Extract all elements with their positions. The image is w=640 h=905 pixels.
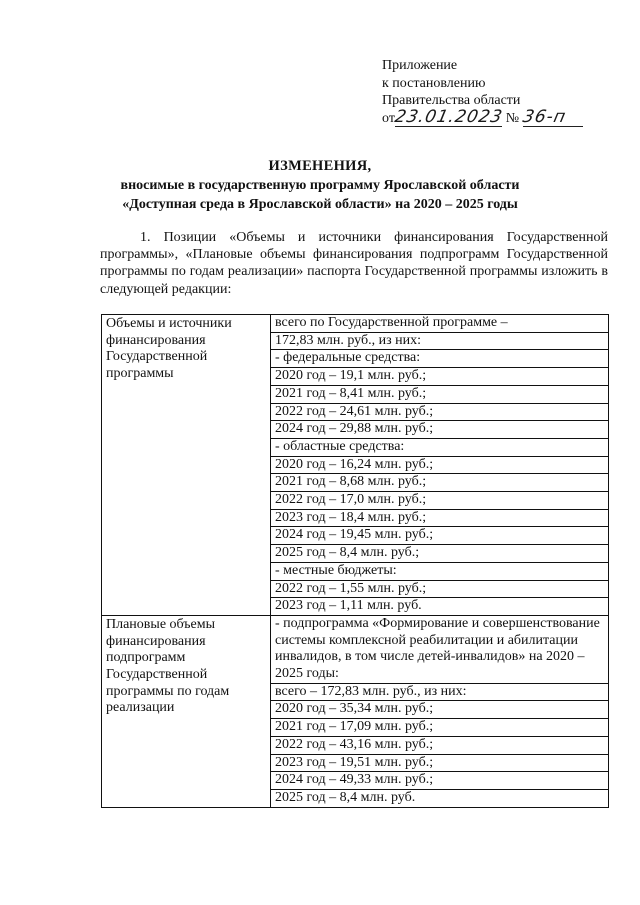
number-label: № <box>505 110 520 126</box>
title-subtitle-2: «Доступная среда в Ярославской области» на 2020 – 2025 годы <box>122 197 518 212</box>
date-prefix: от <box>382 110 395 126</box>
row2-line: 2024 год – 49,33 млн. руб.; <box>271 772 608 790</box>
title-subtitle-1: вносимые в государственную программу Ярославской области <box>120 178 520 193</box>
row1-line: 2023 год – 1,11 млн. руб. <box>275 598 422 614</box>
handwritten-number: 36-п <box>520 106 568 127</box>
financing-table <box>101 314 609 808</box>
row1-line: - федеральные средства: <box>271 350 608 368</box>
number-underline <box>520 106 583 127</box>
row1-line: 2024 год – 19,45 млн. руб.; <box>271 527 608 545</box>
row1-line: 2022 год – 1,55 млн. руб.; <box>271 581 608 599</box>
appendix-line-2: к постановлению <box>382 75 486 91</box>
row1-line: 2021 год – 8,68 млн. руб.; <box>271 474 608 492</box>
row1-line: 2020 год – 19,1 млн. руб.; <box>271 368 608 386</box>
row2-line: 2022 год – 43,16 млн. руб.; <box>271 737 608 755</box>
row1-line: - областные средства: <box>271 439 608 457</box>
paragraph-1: 1. Позиции «Объемы и источники финансирования Государственной программы», «Плановые объемы финансирования подпрограмм Государственной программы по годам реализации» паспорта Государственной программы изложить в следующей редакции: <box>100 230 608 297</box>
row1-line: 172,83 млн. руб., из них: <box>271 333 608 351</box>
row2-values <box>271 615 609 807</box>
row1-line: - местные бюджеты: <box>271 563 608 581</box>
row1-line: 2024 год – 29,88 млн. руб.; <box>271 421 608 439</box>
handwritten-date: 23.01.2023 <box>392 106 505 127</box>
row1-line: 2023 год – 18,4 млн. руб.; <box>271 510 608 528</box>
appendix-header <box>382 57 583 128</box>
row1-line: всего по Государственной программе – <box>271 315 608 333</box>
row2-line: 2020 год – 35,34 млн. руб.; <box>271 701 608 719</box>
row1-line: 2025 год – 8,4 млн. руб.; <box>271 545 608 563</box>
title-heading: ИЗМЕНЕНИЯ, <box>268 158 372 174</box>
row2-line: всего – 172,83 млн. руб., из них: <box>271 684 608 702</box>
row1-line: 2022 год – 17,0 млн. руб.; <box>271 492 608 510</box>
row2-line: 2025 год – 8,4 млн. руб. <box>275 789 416 805</box>
row1-label: Объемы и источники финансирования Государственной программы <box>102 315 271 616</box>
table-row <box>102 615 609 807</box>
document-title <box>0 157 640 214</box>
row2-line: 2021 год – 17,09 млн. руб.; <box>271 719 608 737</box>
row2-intro: - подпрограмма «Формирование и совершенствование системы комплексной реабилитации и абилитации инвалидов, в том числе детей-инвалидов» на 2020 – 2025 годы: <box>271 616 608 684</box>
appendix-line-1: Приложение <box>382 58 458 73</box>
row1-values <box>271 315 609 616</box>
row2-line: 2023 год – 19,51 млн. руб.; <box>271 755 608 773</box>
appendix-date-line <box>382 106 583 128</box>
row2-label: Плановые объемы финансирования подпрограмм Государственной программы по годам реализации <box>102 615 271 807</box>
table-row <box>102 315 609 616</box>
row1-line: 2020 год – 16,24 млн. руб.; <box>271 457 608 475</box>
row1-line: 2022 год – 24,61 млн. руб.; <box>271 404 608 422</box>
row1-line: 2021 год – 8,41 млн. руб.; <box>271 386 608 404</box>
appendix-line-3: Правительства области <box>382 93 521 109</box>
date-underline <box>392 106 505 127</box>
